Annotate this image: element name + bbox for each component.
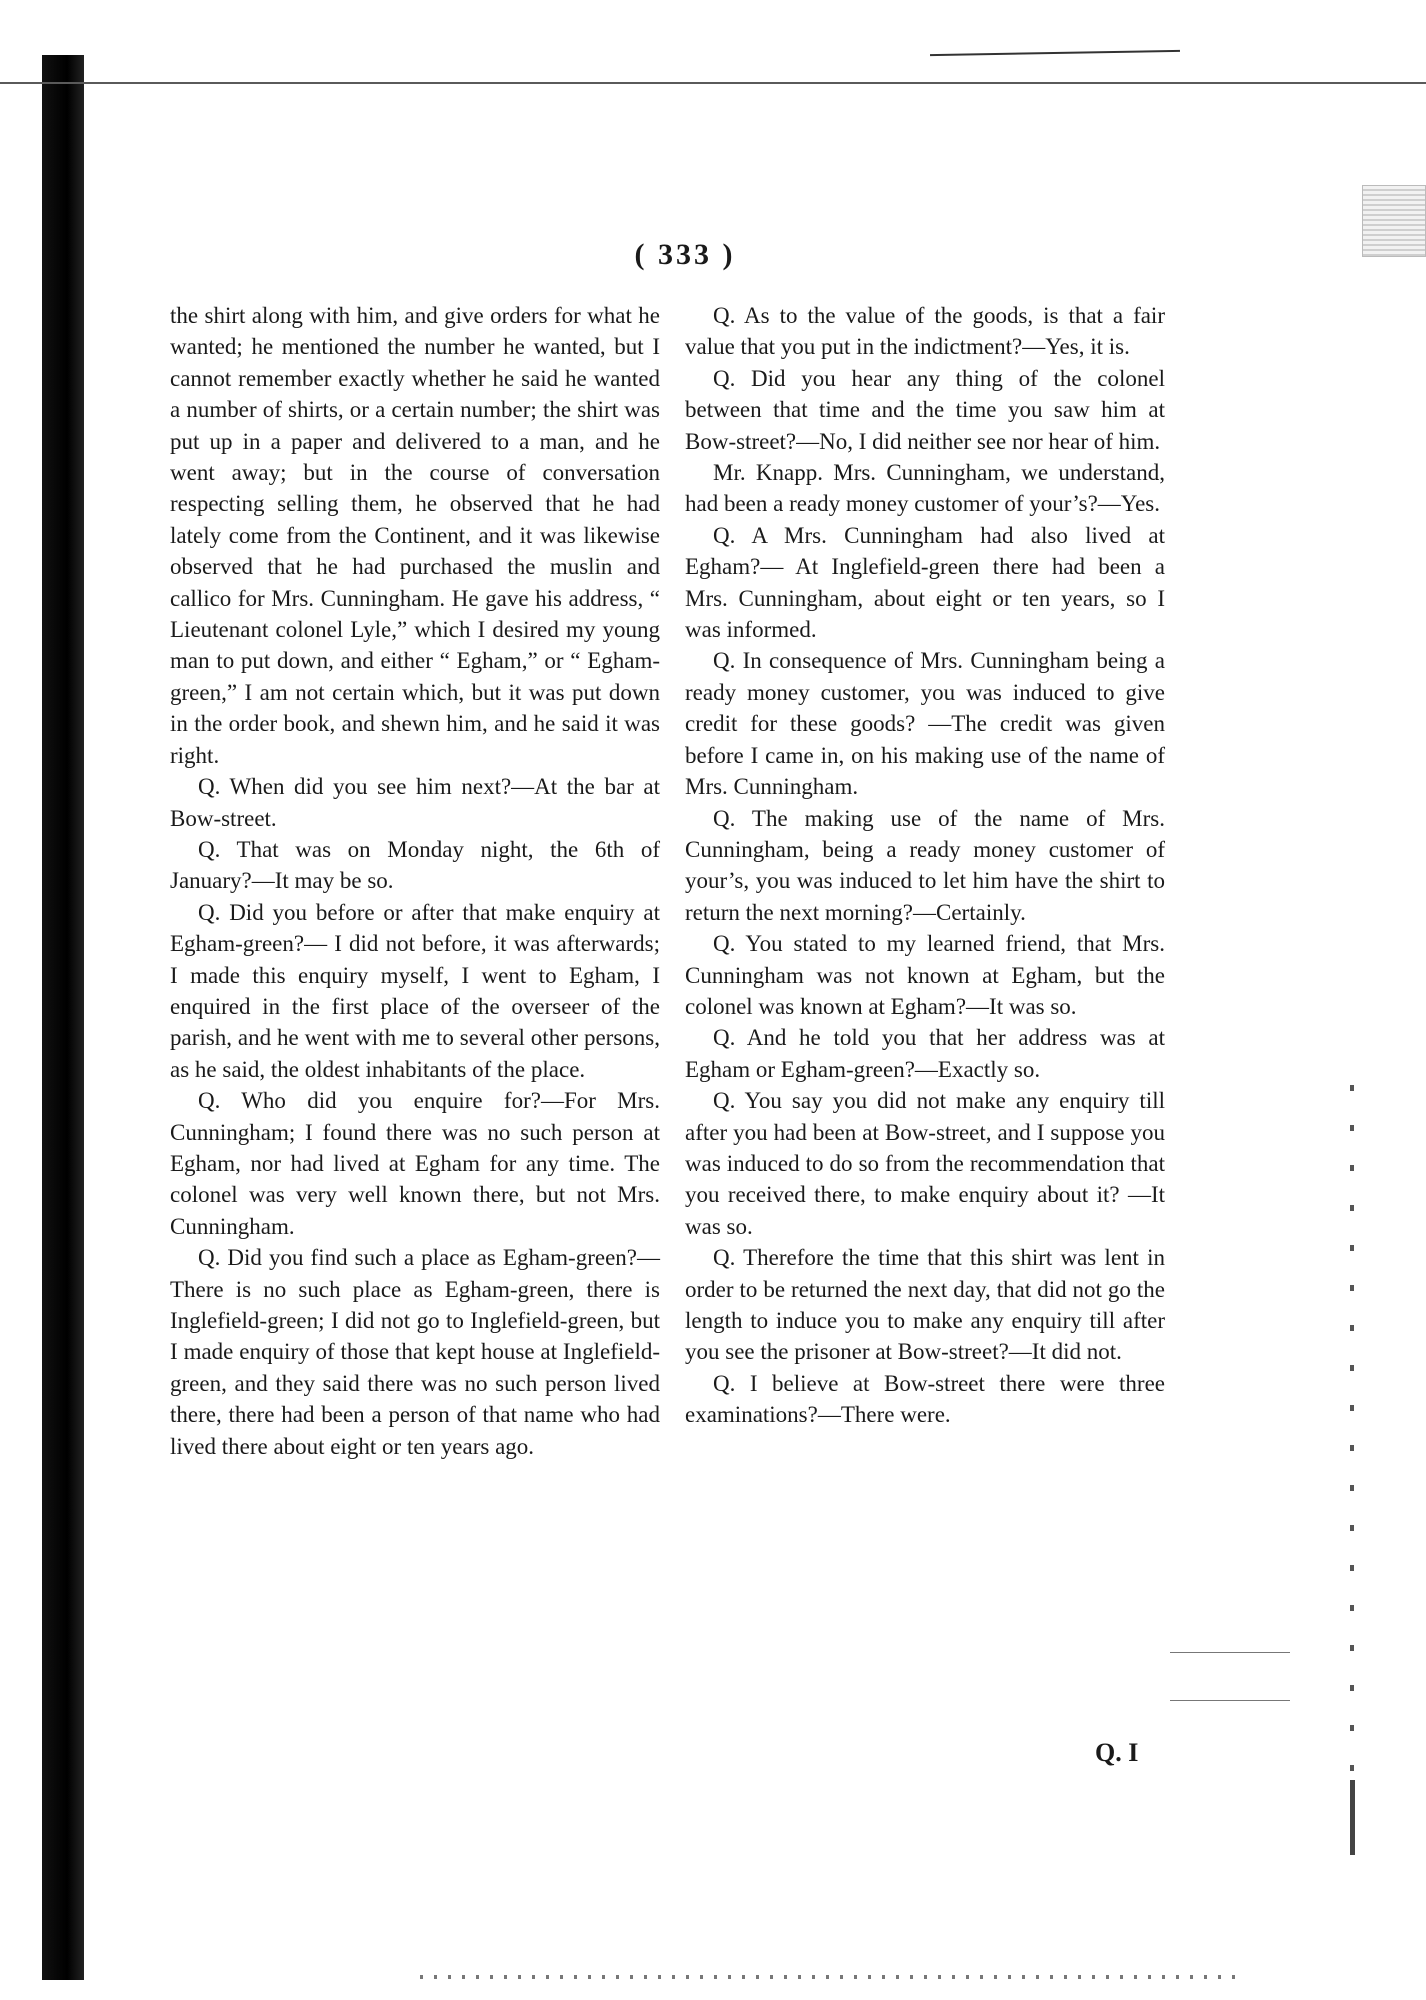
margin-rule xyxy=(1170,1700,1290,1701)
book-spine-shadow xyxy=(42,55,84,1980)
paragraph: Q. You say you did not make any enquiry till after you had been at Bow-street, and I suppose you was induced to do so from the recommendation that you received there, to make enquiry about it? —It was so. xyxy=(685,1088,1165,1239)
paragraph: the shirt along with him, and give orders for what he wanted; he mentioned the number he wanted, but I cannot remember exactly whether he said he wanted a number of shirts, or a certain number; the shirt was put up in a paper and delivered to a man, and he went away; but in the course of conversation respecting selling them, he observed that he had lately come from the Continent, and it was likewise observed that he had purchased the muslin and callico for Mrs. Cunningham. He gave his address, “ Lieutenant colonel Lyle,” which I desired my young man to put down, and either “ Egham,” or “ Egham-green,” I am not certain which, but it was put down in the order book, and shewn him, and he said it was right. xyxy=(170,303,660,768)
paragraph: Q. In consequence of Mrs. Cunningham being a ready money customer, you was induced to give credit for these goods? —The credit was given before I came in, on his making use of the name of Mrs. Cunningham. xyxy=(685,648,1165,800)
paragraph: Q. A Mrs. Cunningham had also lived at Egham?— At Inglefield-green there had been a Mrs. Cunningham, about eight or ten years, so I was informed. xyxy=(685,522,1165,643)
left-column xyxy=(170,300,660,1462)
paragraph: Q. When did you see him next?—At the bar at Bow-street. xyxy=(170,774,660,831)
right-column xyxy=(685,300,1165,1431)
paragraph: Q. As to the value of the goods, is that a fair value that you put in the indictment?—Yes, it is. xyxy=(685,303,1165,360)
margin-marks-lower xyxy=(1350,1780,1355,1855)
scan-noise xyxy=(420,1975,1240,1979)
paragraph: Q. Did you before or after that make enquiry at Egham-green?— I did not before, it was afterwards; I made this enquiry myself, I went to Egham, I enquired in the first place of the overseer of the parish, and he went with me to several other persons, as he said, the oldest inhabitants of the place. xyxy=(170,899,660,1082)
paragraph: Q. Did you hear any thing of the colonel between that time and the time you saw him at Bow-street?—No, I did neither see nor hear of him. xyxy=(685,365,1165,454)
catchword: Q. I xyxy=(1095,1738,1139,1767)
paragraph: Q. I believe at Bow-street there were three examinations?—There were. xyxy=(685,1370,1165,1428)
paragraph: Q. And he told you that her address was at Egham or Egham-green?—Exactly so. xyxy=(685,1025,1165,1082)
paragraph: Q. Therefore the time that this shirt was lent in order to be returned the next day, that did not go the length to induce you to make any enquiry till after you see the prisoner at Bow-street?—It did not. xyxy=(685,1245,1165,1365)
scan-artifact xyxy=(1362,185,1426,257)
paragraph: Q. That was on Monday night, the 6th of January?—It may be so. xyxy=(170,836,660,894)
margin-marks xyxy=(1350,1085,1354,1785)
paragraph: Mr. Knapp. Mrs. Cunningham, we understand, had been a ready money customer of your’s?—Yes. xyxy=(685,460,1165,517)
top-scan-mark xyxy=(930,50,1180,56)
page-number: ( 333 ) xyxy=(634,238,736,271)
paragraph: Q. Did you find such a place as Egham-green?—There is no such place as Egham-green, there is Inglefield-green; I did not go to Inglefield-green, but I made enquiry of those that kept house at Inglefield-green, and they said there was no such person lived there, there had been a person of that name who had lived there about eight or ten years ago. xyxy=(170,1245,660,1459)
top-rule xyxy=(0,82,1426,84)
margin-rule xyxy=(1170,1652,1290,1653)
paragraph: Q. Who did you enquire for?—For Mrs. Cunningham; I found there was no such person at Egham, nor had lived at Egham for any time. The colonel was very well known there, but not Mrs. Cunningham. xyxy=(170,1088,660,1239)
paragraph: Q. The making use of the name of Mrs. Cunningham, being a ready money customer of your’s, you was induced to let him have the shirt to return the next morning?—Certainly. xyxy=(685,805,1165,925)
paragraph: Q. You stated to my learned friend, that Mrs. Cunningham was not known at Egham, but the colonel was known at Egham?—It was so. xyxy=(685,931,1165,1019)
